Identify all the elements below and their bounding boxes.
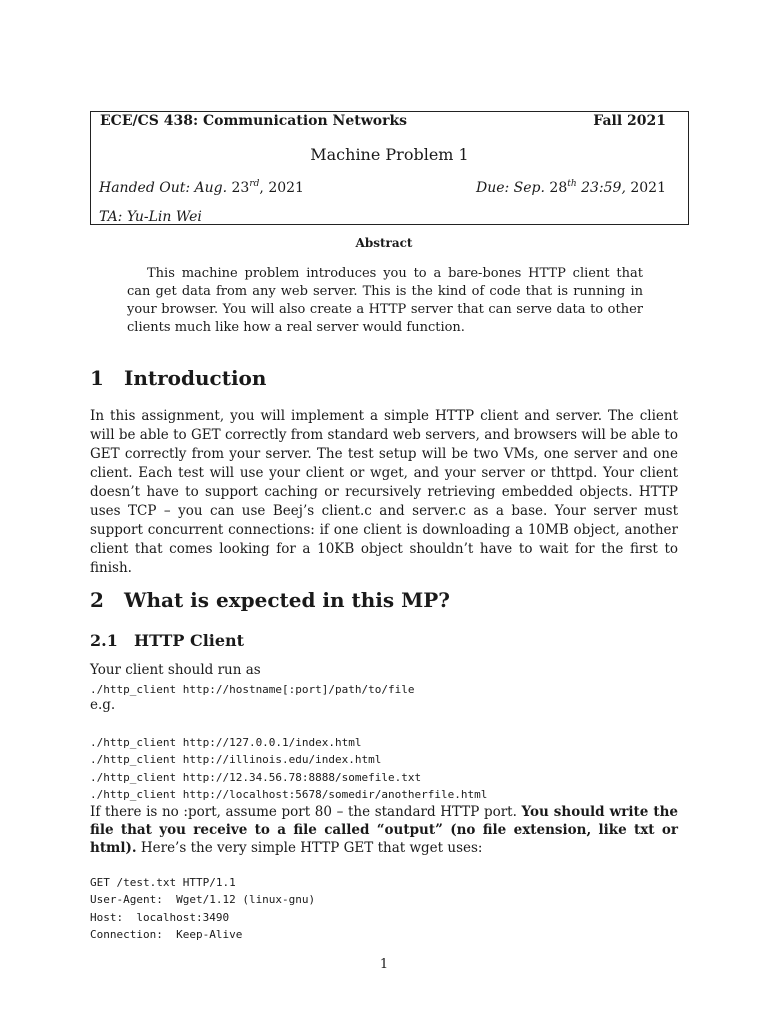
example-command: ./http_client http://127.0.0.1/index.html [90,735,362,749]
section-2-heading [90,588,450,612]
due-time: 23:59, [576,180,626,196]
section-1-number: 1 [90,366,104,390]
due-label: Due: Sep. [475,180,545,196]
abstract-text: This machine problem introduces you to a bare-bones HTTP client that can get data from any web server. This is the kind of code that is running in your browser. You will also create a HTTP server that can serve data to other clients much like how a real server would function. [127,266,643,335]
course-name: ECE/CS 438: Communication Networks [100,113,408,129]
due-year: 2021 [625,180,666,196]
introduction-paragraph: In this assignment, you will implement a simple HTTP client and server. The client will be able to GET correctly from standard web servers, and browsers will be able to GET correctly from your server. The test setup will be two VMs, one server and one client. Each test will use your client or wget, and your server or thttpd. Your client doesn’t have to support caching or recursively retrieving embedded objects. HTTP uses TCP – you can use Beej’s client.c and server.c as a base. Your server must support concurrent connections: if one client is downloading a 10MB object, another client that comes looking for a 10KB object shouldn’t have to wait for the first to finish. [90,408,678,576]
term: Fall 2021 [593,113,666,129]
output-file-instruction: You should write the file that you receive to a file called “output” (no file extension, like txt or html). [90,804,678,856]
section-1-title: Introduction [124,366,267,390]
assignment-title: Machine Problem 1 [310,145,469,164]
handed-out-day-suffix: rd [249,179,260,189]
due-day: 28 [549,180,568,196]
subsection-2-1-title: HTTP Client [134,631,245,650]
section-1-heading [90,366,266,390]
ta-name: TA: Yu-Lin Wei [99,209,202,225]
section-2-number: 2 [90,588,104,612]
subsection-2-1-heading [90,631,244,650]
page-number: 1 [379,957,389,972]
eg-text: e.g. [90,697,116,713]
request-line: Connection: Keep-Alive [90,928,243,941]
section-2-title: What is expected in this MP? [124,588,451,612]
client-output-paragraph [90,803,678,857]
assignment-header-box [90,111,689,225]
example-command: ./http_client http://12.34.56.78:8888/somefile.txt [90,770,422,784]
http-request-example [90,856,315,944]
example-commands [90,716,487,804]
example-command: ./http_client http://illinois.edu/index.html [90,753,382,766]
handed-out-day: 23 [231,180,250,196]
port-note: If there is no :port, assume port 80 – the standard HTTP port. [90,804,522,820]
handed-out-date [99,180,304,196]
usage-code: ./http_client http://hostname[:port]/path/to/file [90,683,415,696]
handed-out-label: Handed Out: Aug. [99,180,228,196]
request-line: GET /test.txt HTTP/1.1 [90,875,236,889]
request-line: User-Agent: Wget/1.12 (linux-gnu) [90,893,316,906]
due-date [476,180,666,196]
handed-out-year: , 2021 [259,180,304,196]
run-as-text: Your client should run as [90,662,261,678]
wget-note: Here’s the very simple HTTP GET that wget uses: [136,840,483,856]
subsection-2-1-number: 2.1 [90,631,118,650]
due-day-suffix: th [567,179,577,189]
abstract-heading: Abstract [355,236,413,250]
example-command: ./http_client http://localhost:5678/somedir/anotherfile.html [90,788,488,801]
request-line: Host: localhost:3490 [90,910,230,924]
